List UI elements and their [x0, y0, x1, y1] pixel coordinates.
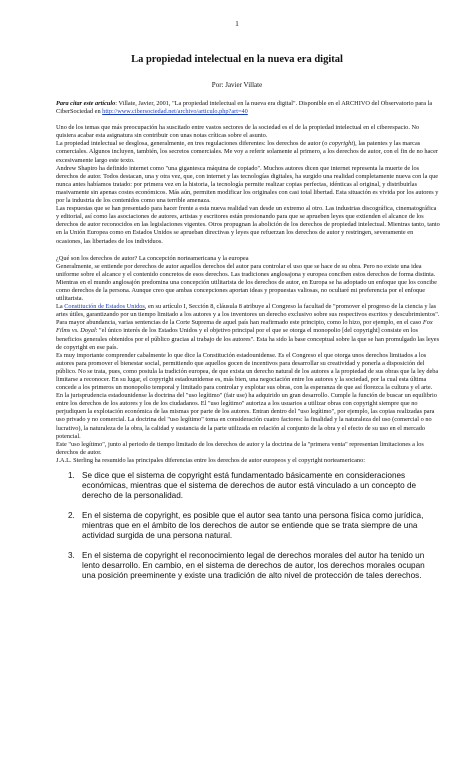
list-item	[56, 551, 440, 581]
list-number: 3.	[68, 551, 75, 561]
page-number: 1	[235, 19, 239, 28]
list-item	[56, 511, 440, 541]
paragraph-shapiro: Andrew Shapiro ha definido internet como "una gigantesca máquina de copiado". Muchos autores dicen que internet representa la muerte de los derechos de autor. Todos destacan, una y otra vez, que, con internet y las tecnologías digitales, ha surgido una realidad completamente nueva con la que nunca antes habíamos tratado: por primera vez en la historia, la tecnología permite realizar copias perfectas, idénticas al original, y distribuirlas masivamente sin apenas costes económicos. Más aún, permiten modificar los originales con casi total libertad. Esta situación es vivida por los autores y por la industria de los contenidos como una terrible amenaza.	[56, 164, 439, 205]
citation-paragraph	[56, 100, 440, 116]
section-heading: ¿Qué son los derechos de autor? La concepción norteamericana y la europea	[56, 254, 249, 262]
list-item	[56, 471, 440, 501]
citation-label: Para citar este artículo	[56, 100, 116, 107]
paragraph-responses: Las respuestas que se han presentado para hacer frente a esta nueva realidad van desde un extremo al otro. Las industrias discográfica, cinematográfica y editorial, así como las asociaciones de autores, artistas y escritores están presionando para que se aprueben leyes que extienden el alcance de los derechos de autor reconocidos en las legislaciones vigentes. Otros propugnan la abolición de los derechos de propiedad intelectual. Mientras tanto, tanto en la Unión Europea como en Estados Unidos se aprueban directivas y leyes que refuerzan los derechos de autor y restringen, severamente en ocasiones, las libertades de los individuos.	[56, 205, 440, 245]
article-body	[56, 100, 440, 591]
citation-link[interactable]: http://www.cibersociedad.net/archivo/articulo.php?art=40	[102, 108, 248, 116]
paragraph-general: Generalmente, se entiende por derechos de autor aquellos derechos del autor para controlar el uso que se hace de su obra. Pero no existe una idea uniforme sobre el alcance y el contenido concretos de esos derechos. Las tradiciones anglosajona y europea conciben estos derechos de forma distinta. Mientras en el mundo anglosajón predomina una concepción utilitarista de los derechos de autor, en Europa se ha adoptado un enfoque que los concibe como derechos de la persona. Aunque creo que ambas concepciones aportan ideas y propuestas valiosas, no ocultaré mi preferencia por el enfoque utilitarista.	[56, 262, 437, 303]
paragraph-intro: Uno de los temas que más preocupación ha suscitado entre vastos sectores de la sociedad es el de la propiedad intelectual en el ciberespacio. No quisiera acabar esta asignatura sin contribuir con unas notas críticas sobre el asunto.	[56, 124, 420, 140]
paragraph-text: ), las patentes y las marcas comerciales. Algunos incluyen, también, los secretos comerciales. Me voy a referir solamente al primero, a los derechos de autor, con el fin de no hacer excesivamente largo este texto.	[56, 140, 438, 164]
constitution-link[interactable]: Constitución de Estados Unidos	[64, 303, 145, 311]
page-title: La propiedad intelectual en la nueva era digital	[131, 54, 343, 65]
list-text: En el sistema de copyright el reconocimiento legal de derechos morales del autor ha tenido un lento desarrollo. En cambio, en el sistema de derechos de autor, los derechos morales ocupan una posición preeminente y existe una tradición de alto nivel de protección de tales derechos.	[82, 551, 425, 581]
citation-text: : Villate, Javier, 2001, "La propiedad intelectual en la nueva era digital". Disponible en el ARCHIVO del Observatorio para la CiberSociedad en	[56, 100, 433, 116]
paragraph-text: , en su artículo I, Sección 8, cláusula 8 atribuye al Congreso la facultad de "promover el progreso de la ciencia y las artes útiles, garantizando por un tiempo limitado a los autores y a los inventores un derecho exclusivo sobre sus respectivos escritos y descubrimientos". Para mayor abundancia, varias sentencias de la Corte Suprema de aquel país han reafirmado este principio, como lo hizo, por ejemplo, en el caso	[56, 303, 440, 327]
paragraph-fair-use: En la jurisprudencia estadounidense la doctrina del "uso legítimo" (fair use) ha adquirido un gran desarrollo. Cumple la función de buscar un equilibrio entre los derechos de los autores y los de los ciudadanos. El "uso legítimo" autoriza a los usuarios a utilizar obras con copyright siempre que no perjudiquen la explotación económica de las mismas por parte de los autores. Entran dentro del "uso legítimo", por ejemplo, las copias realizadas para uso privado y no comercial. La doctrina del "uso legítimo" toma en consideración cuatro factores: la finalidad y la naturaleza del uso (comercial o no lucrativo), la naturaleza de la obra, la calidad y sustancia de la parte utilizada en relación al conjunto de la obra y el efecto de su uso en el mercado potencial.	[56, 392, 437, 440]
paragraph-definition	[56, 140, 440, 164]
case-name: Fox Films vs. Doyal	[56, 319, 433, 335]
paragraph-sterling: J.A.L. Sterling ha resumido las principales diferencias entre los derechos de autor europeos y el copyright norteamericano:	[56, 456, 365, 464]
copyright-term: copyright	[328, 140, 354, 148]
paragraph-constitution: La Constitución de Estados Unidos, en su artículo I, Sección 8, cláusula 8 atribuye al Congreso la facultad de "promover el progreso de la ciencia y las artes útiles, garantizando por un tiempo limitado a los autores y a los inventores un derecho exclusivo sobre sus respectivos escritos y descubrimientos". Para mayor abundancia, varias sentencias de la Corte Suprema de aquel país han reafirmado este principio, como lo hizo, por ejemplo, en el caso Fox Films vs. Doyal: "el único interés de los Estados Unidos y el objetivo principal por el que se otorga el monopolio [del copyright] consiste en los beneficios generales obtenidos por el público gracias al trabajo de los autores". Esta ha sido la base conceptual sobre la que se han promulgado las leyes de copyright en ese país.	[56, 303, 440, 351]
paragraph-congress: Es muy importante comprender cabalmente lo que dice la Constitución estadounidense. Es el Congreso el que otorga unos derechos limitados a los autores para promover el bienestar social, permitiendo que aquellos gocen de incentivos para desarrollar su creatividad y ponerla a disposición del público. No se trata, pues, como postula la tradición europea, de que exista un derecho natural de los autores a la propiedad de sus obras que la ley deba limitarse a reconocer. En su lugar, el copyright estadounidense es, más bien, una negociación entre los autores y la sociedad, por la cual esta última concede a los primeros un monopolio temporal y limitado para controlar y explotar sus obras, con la esperanza de que así florezca la cultura y el arte.	[56, 351, 439, 392]
paragraph-text: La propiedad intelectual se desglosa, generalmente, en tres regulaciones diferentes: los derechos de autor (o	[56, 140, 329, 148]
paragraph-limits: Este "uso legítimo", junto al periodo de tiempo limitado de los derechos de autor y la doctrina de la "primera venta" representan limitaciones a los derechos de autor.	[56, 440, 424, 456]
list-number: 1.	[68, 471, 75, 481]
list-text: Se dice que el sistema de copyright está fundamentado básicamente en consideraciones económicas, mientras que el sistema de derechos de autor está vinculado a un concepto de derecho de la personalidad.	[82, 471, 417, 501]
differences-list	[56, 471, 440, 581]
author-line: Por: Javier Villate	[211, 81, 263, 89]
paragraph-text: : "el único interés de los Estados Unidos y el objetivo principal por el que se otorga el monopolio [del copyright] consiste en los beneficios generales obtenidos por el público gracias al trabajo de los autores". Esta ha sido la base conceptual sobre la que se han promulgado las leyes de copyright en ese país.	[56, 327, 440, 351]
list-text: En el sistema de copyright, es posible que el autor sea tanto una persona física como jurídica, mientras que en el ámbito de los derechos de autor se entiende que se trata siempre de una actividad surgida de una persona natural.	[82, 511, 424, 541]
list-number: 2.	[68, 511, 75, 521]
